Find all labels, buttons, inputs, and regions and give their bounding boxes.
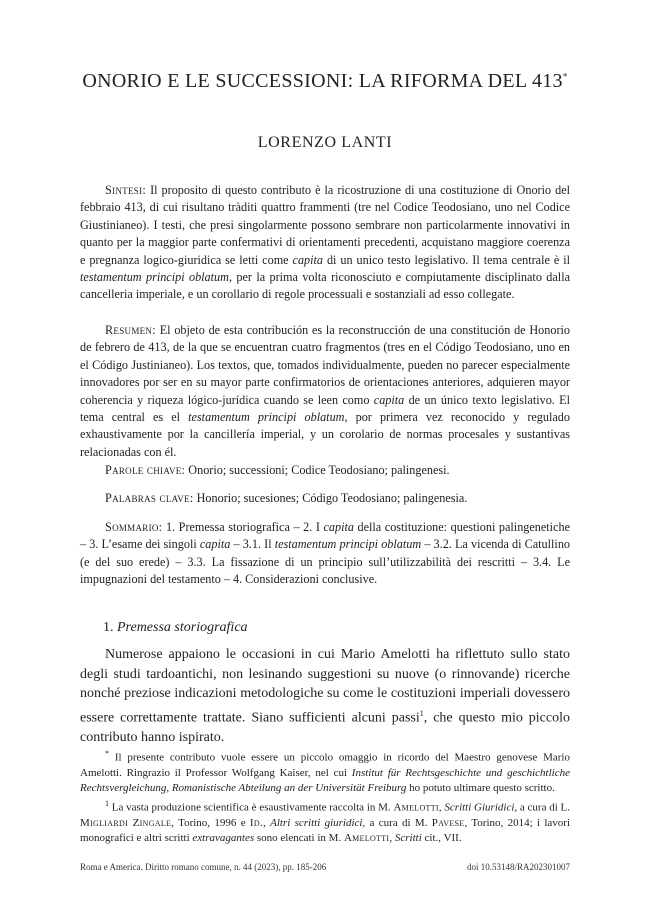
section-heading xyxy=(103,620,248,636)
fn2-amelotti-2: Amelotti xyxy=(343,832,390,845)
fn2-migliardi: Migliardi Zingale xyxy=(80,817,172,830)
sommario-capita-1: capita xyxy=(323,520,354,534)
parole-text: Onorio; successioni; Codice Teodosiano; palingenesi. xyxy=(185,463,450,477)
doi-link[interactable]: doi 10.53148/RA202301007 xyxy=(466,862,570,872)
footnote-ref-1: 1 xyxy=(419,708,424,718)
title-footnote-mark: * xyxy=(562,71,568,82)
sintesi-label: Sintesi: xyxy=(105,183,147,197)
section-title: Premessa storiografica xyxy=(117,620,248,635)
fn2-e: , xyxy=(263,817,271,830)
fn2-id: Id. xyxy=(249,817,264,830)
resumen-testamentum: testamentum principi oblatum xyxy=(188,410,345,425)
fn2-g: , Torino, 2014; i lavori monografici e altri scritti xyxy=(80,817,571,845)
fn2-d: , Torino, 1996 e xyxy=(171,817,250,830)
fn1-institute: Institut für Rechtsgeschichte und geschichtliche Rechtsvergleichung, Romanistische Abteilung an der Universität Freiburg xyxy=(80,766,570,795)
abstract-resumen xyxy=(80,322,570,461)
sommario-testamentum: testamentum principi oblatum xyxy=(274,537,422,552)
sintesi-capita: capita xyxy=(292,252,323,267)
sommario-text-a: 1. Premessa storiografica – 2. I xyxy=(162,520,324,534)
sintesi-text-1: Il proposito di questo contributo è la ricostruzione di una costituzione di Onorio del febbraio 413, di cui risultano tràditi quattro frammenti (tre nel Codice Teodosiano, uno nel Codice Giustinianeo). I testi, che presi singolarmente possono sembrare non particolarmente innovativi in quanto per la maggior parte confermativi di orientamenti precedenti, acquistano maggiore coerenza e pregnanza logico-giuridica se letti come xyxy=(80,183,570,267)
sommario-text-b: della costituzione: questioni palingenetiche – 3. L’esame dei singoli xyxy=(80,520,570,552)
keywords-italian xyxy=(80,462,570,479)
fn1-text-a: Il presente contributo vuole essere un piccolo omaggio in ricordo del Maestro genovese Mario Amelotti. Ringrazio il Professor Wolfgang Kaiser, nel cui xyxy=(80,751,570,779)
palabras-text: Honorio; sucesiones; Código Teodosiano; palingenesia. xyxy=(193,491,468,505)
body-text-b: , che questo mio piccolo contributo hanno ispirato. xyxy=(80,710,570,746)
page-footer xyxy=(80,862,570,872)
fn1-text-b: ho potuto ultimare questo scritto. xyxy=(406,782,555,795)
resumen-text-3: , por primera vez reconocido y regulado exhaustivamente por la cancillería imperial, y un corolario de normas procesales y sustantivas relacionadas con él. xyxy=(80,410,570,459)
fn2-scritti-2: Scritti xyxy=(394,832,422,845)
resumen-text-1: El objeto de esta contribución es la reconstrucción de una constitución de Honorio de febrero de 413, de la que se encuentran cuatro fragmentos (tres en el Código Teodosiano, uno en el Código Justinianeo). Los textos, que, tomados individualmente, pueden no parecer especialmente innovadores por ser en su mayor parte confirmatorios de orientaciones anteriores, adquieren mayor coherencia y riqueza lógico-jurídica cuando se leen como xyxy=(80,323,570,407)
fn2-j: cit., VII. xyxy=(421,832,462,845)
palabras-label: Palabras clave: xyxy=(105,491,194,505)
resumen-label: Resumen: xyxy=(105,323,156,337)
sommario-text-c: – 3.1. Il xyxy=(230,537,275,552)
sommario-label: Sommario: xyxy=(105,520,163,534)
footnote-1 xyxy=(80,796,570,846)
table-of-contents xyxy=(80,519,570,589)
sommario-text-d: – 3.2. La vicenda di Catullino (e del suo erede) – 3.3. La fissazione di un principio sull’utilizzabilità dei rescritti – 3.4. Le impugnazioni del testamento – 4. Considerazioni conclusive. xyxy=(80,537,571,587)
sintesi-testamentum: testamentum principi oblatum xyxy=(80,270,229,285)
footnote-star xyxy=(80,746,570,796)
fn2-b: , xyxy=(438,801,445,814)
sintesi-text-3: , per la prima volta riconosciuto e compiutamente disciplinato dalla cancelleria imperiale, e un corollario di regole processuali e sostanziali ad esso collegate. xyxy=(80,270,570,302)
article-title xyxy=(0,70,650,93)
author-name: LORENZO LANTI xyxy=(257,134,393,151)
parole-label: Parole chiave: xyxy=(105,463,186,477)
resumen-capita: capita xyxy=(373,392,405,407)
footnotes xyxy=(80,746,570,847)
footnote-star-mark: * xyxy=(105,749,109,758)
journal-citation: Roma e America. Diritto romano comune, n. 44 (2023), pp. 185-206 xyxy=(80,862,327,872)
resumen-text-2: de un único texto legislativo. El tema central es el xyxy=(80,392,570,425)
sintesi-text-2: di un unico testo legislativo. Il tema centrale è il xyxy=(323,252,570,267)
fn2-altri: Altri scritti giuridici xyxy=(270,817,363,830)
fn2-c: , a cura di L. xyxy=(514,801,571,814)
sommario-capita-2: capita xyxy=(199,537,231,552)
fn2-i: , xyxy=(389,832,395,845)
body-paragraph xyxy=(80,645,570,748)
fn2-extra: extravagantes xyxy=(192,832,255,845)
footnote-1-mark: 1 xyxy=(105,799,109,809)
body-text-a: Numerose appaiono le occasioni in cui Mario Amelotti ha riflettuto sullo stato degli studi tardoantichi, non lesinando suggestioni su nuove (o rinnovande) ricerche nonché preziose indicazioni metodologiche su come le costituzioni imperiali dovessero essere correttamente trattate. Siano sufficienti alcuni passi xyxy=(80,647,570,726)
article-title-text: ONORIO E LE SUCCESSIONI: LA RIFORMA DEL 413 xyxy=(82,70,563,92)
fn2-pavese: Pavese xyxy=(431,817,465,830)
keywords-spanish xyxy=(80,490,570,507)
fn2-h: sono elencati in M. xyxy=(254,832,344,845)
fn2-scritti: Scritti Giuridici xyxy=(444,801,515,814)
fn2-a: La vasta produzione scientifica è esaustivamente raccolta in M. xyxy=(109,801,394,814)
fn2-f: , a cura di M. xyxy=(362,817,432,830)
section-number: 1. xyxy=(103,620,114,635)
abstract-sintesi xyxy=(80,182,570,304)
fn2-amelotti: Amelotti xyxy=(393,801,439,814)
